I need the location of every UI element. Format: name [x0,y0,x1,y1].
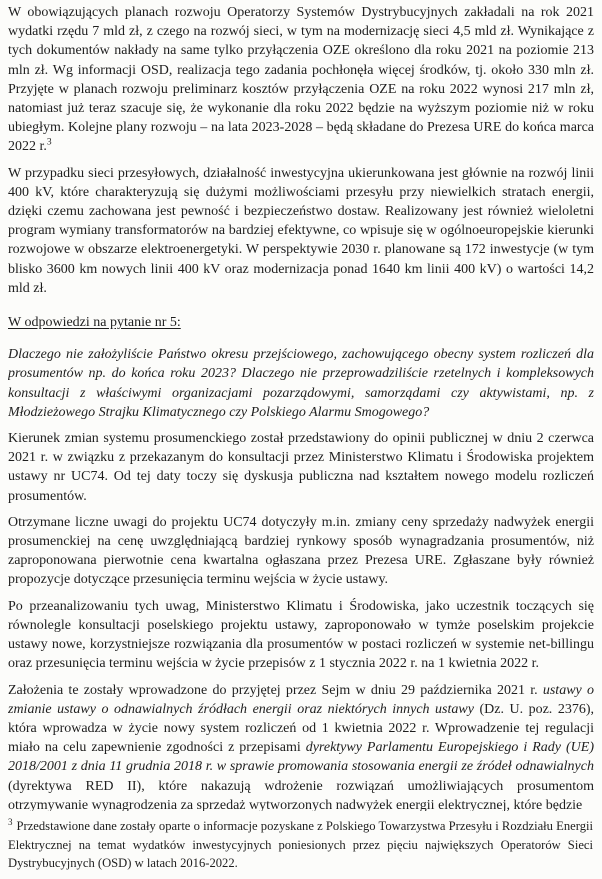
paragraph-sejm-act [8,681,594,812]
run-normal: (Dz. U. poz. 2376), która wprowadza w życie nowy system rozliczeń od 1 kwietnia 2022 r. Wprowadzenie tej regulacji miało na celu zapewnienie zgodności z przepisami [8,701,594,756]
paragraph-text: W obowiązujących planach rozwoju Operatorzy Systemów Dystrybucyjnych zakładali na rok 2021 wydatki rzędu 7 mld zł, z czego na rozwój sieci, w tym na modernizację sieci 4,5 mld zł. Wynikające z tych dokumentów nakłady na same tylko przyłączenia OZE określono dla roku 2021 na poziomie 213 mln zł. Wg informacji OSD, realizacja tego zadania pochłonęła więcej środków, tj. około 330 mln zł. Przyjęte w planach rozwoju preliminarz kosztów przyłączenia OZE na roku 2022 wynosi 217 mln zł, natomiast już teraz szacuje się, że wykonanie dla roku 2022 będzie na wyższym poziomie niż w roku ubiegłym. Kolejne plany rozwoju – na lata 2023-2028 – będą składane do Prezesa URE do końca marca 2022 r. [8,5,594,155]
run-normal: (dyrektywa RED II), które nakazują wdrożenie rozwiązań umożliwiających prosumentom [8,778,594,794]
footnote-reference-3: 3 [46,137,52,148]
footnote-text: Przedstawione dane zostały oparte o informacje pozyskane z Polskiego Towarzystwa Przesyłu i Rozdziału Energii Elektrycznej na temat wydatków inwestycyjnych poniesionych przez pięciu największych Operatorów Sieci Dystrybucyjnych (OSD) w latach 2016-2022. [8,819,593,871]
run-directive-title-italic: dyrektywy Parlamentu Europejskiego i Rady (UE) 2018/2001 z dnia 11 grudnia 2018 r. w sprawie promowania stosowania energii ze źródeł odnawialnych [8,740,594,775]
footnote-marker: 3 [8,817,13,828]
run-act-title-italic: ustawy o zmianie ustawy o odnawialnych źródłach energii oraz niektórych innych ustawy [8,682,594,717]
paragraph-ministry-proposal: Po przeanalizowaniu tych uwag, Ministerstwo Klimatu i Środowiska, jako uczestnik toczących się równolegle konsultacji poselskiego projektu ustawy, zaproponowało w tymże poselskim projekcie ustawy nowe, korzystniejsze rozwiązania dla prosumentów w postaci rozliczeń w systemie net-billingu oraz przesunięcia terminu wejścia w życie przepisów z 1 stycznia 2022 r. na 1 kwietnia 2022 r. [8,598,594,672]
paragraph-prosumer-system-changes: Kierunek zmian systemu prosumenckiego został przedstawiony do opinii publicznej w dniu 2 czerwca 2021 r. w związku z przekazanym do konsultacji przez Ministerstwo Klimatu i Środowiska projektem ustawy nr UC74. Od tej daty toczy się dyskusja publiczna nad kształtem nowego modelu rozliczeń prosumentów. [8,431,594,504]
paragraph-transmission-networks: W przypadku sieci przesyłowych, działalność inwestycyjna ukierunkowana jest głównie na rozwój linii 400 kV, które charakteryzują się dużymi możliwościami przesyłu przy niewielkich stratach energii, dzięki czemu zachowana jest pewność i bezpieczeństwo dostaw. Realizowany jest również wieloletni program wymiany transformatorów na bardziej efektywne, co wpisuje się w ogólnoeuropejskie kierunki rozwojowe w obszarze elektroenergetyki. W perspektywie 2030 r. planowane są 172 inwestycje (w tym blisko 3600 km nowych linii 400 kV oraz modernizacja ponad 1640 km linii 400 kV) o wartości 14,2 mld zł. [8,165,594,296]
paragraph-question-quote: Dlaczego nie założyliście Państwo okresu przejściowego, zachowującego obecny system rozliczeń dla prosumentów np. do końca roku 2023? Dlaczego nie przeprowadziliście rzetelnych i kompleksowych konsultacji z właściwymi organizacjami pozarządowymi, samorządami czy aktywistami, np. z Młodzieżowego Strajku Klimatycznego czy Polskiego Alarmu Smogowego? [8,347,594,420]
footnote-3 [8,817,593,873]
paragraph-uc74-comments: Otrzymane liczne uwagi do projektu UC74 dotyczyły m.in. zmiany ceny sprzedaży nadwyżek energii prosumenckiej na cenę uwzględniającą bardziej rynkowy sposób wynagradzania prosumentów, niż zaproponowana pierwotnie cena kwartalna ogłaszana przez Prezesa URE. Zgłaszane były również propozycje dotyczące przesunięcia terminu wejścia w życie ustawy. [8,514,594,588]
run-underlined-phrase: otrzymywanie wynagrodzenia za [8,797,194,811]
heading-answer-question-5: W odpowiedzi na pytanie nr 5: [8,315,181,331]
paragraph-osd-investment-plans [8,3,594,157]
document-body [8,3,594,811]
run-normal: sprzedaż wytworzonych nadwyżek energii elektrycznej, które będzie [193,797,583,811]
run-normal: Założenia te zostały wprowadzone do przyjętej przez Sejm w dniu 29 października 2021 r. [8,682,543,698]
